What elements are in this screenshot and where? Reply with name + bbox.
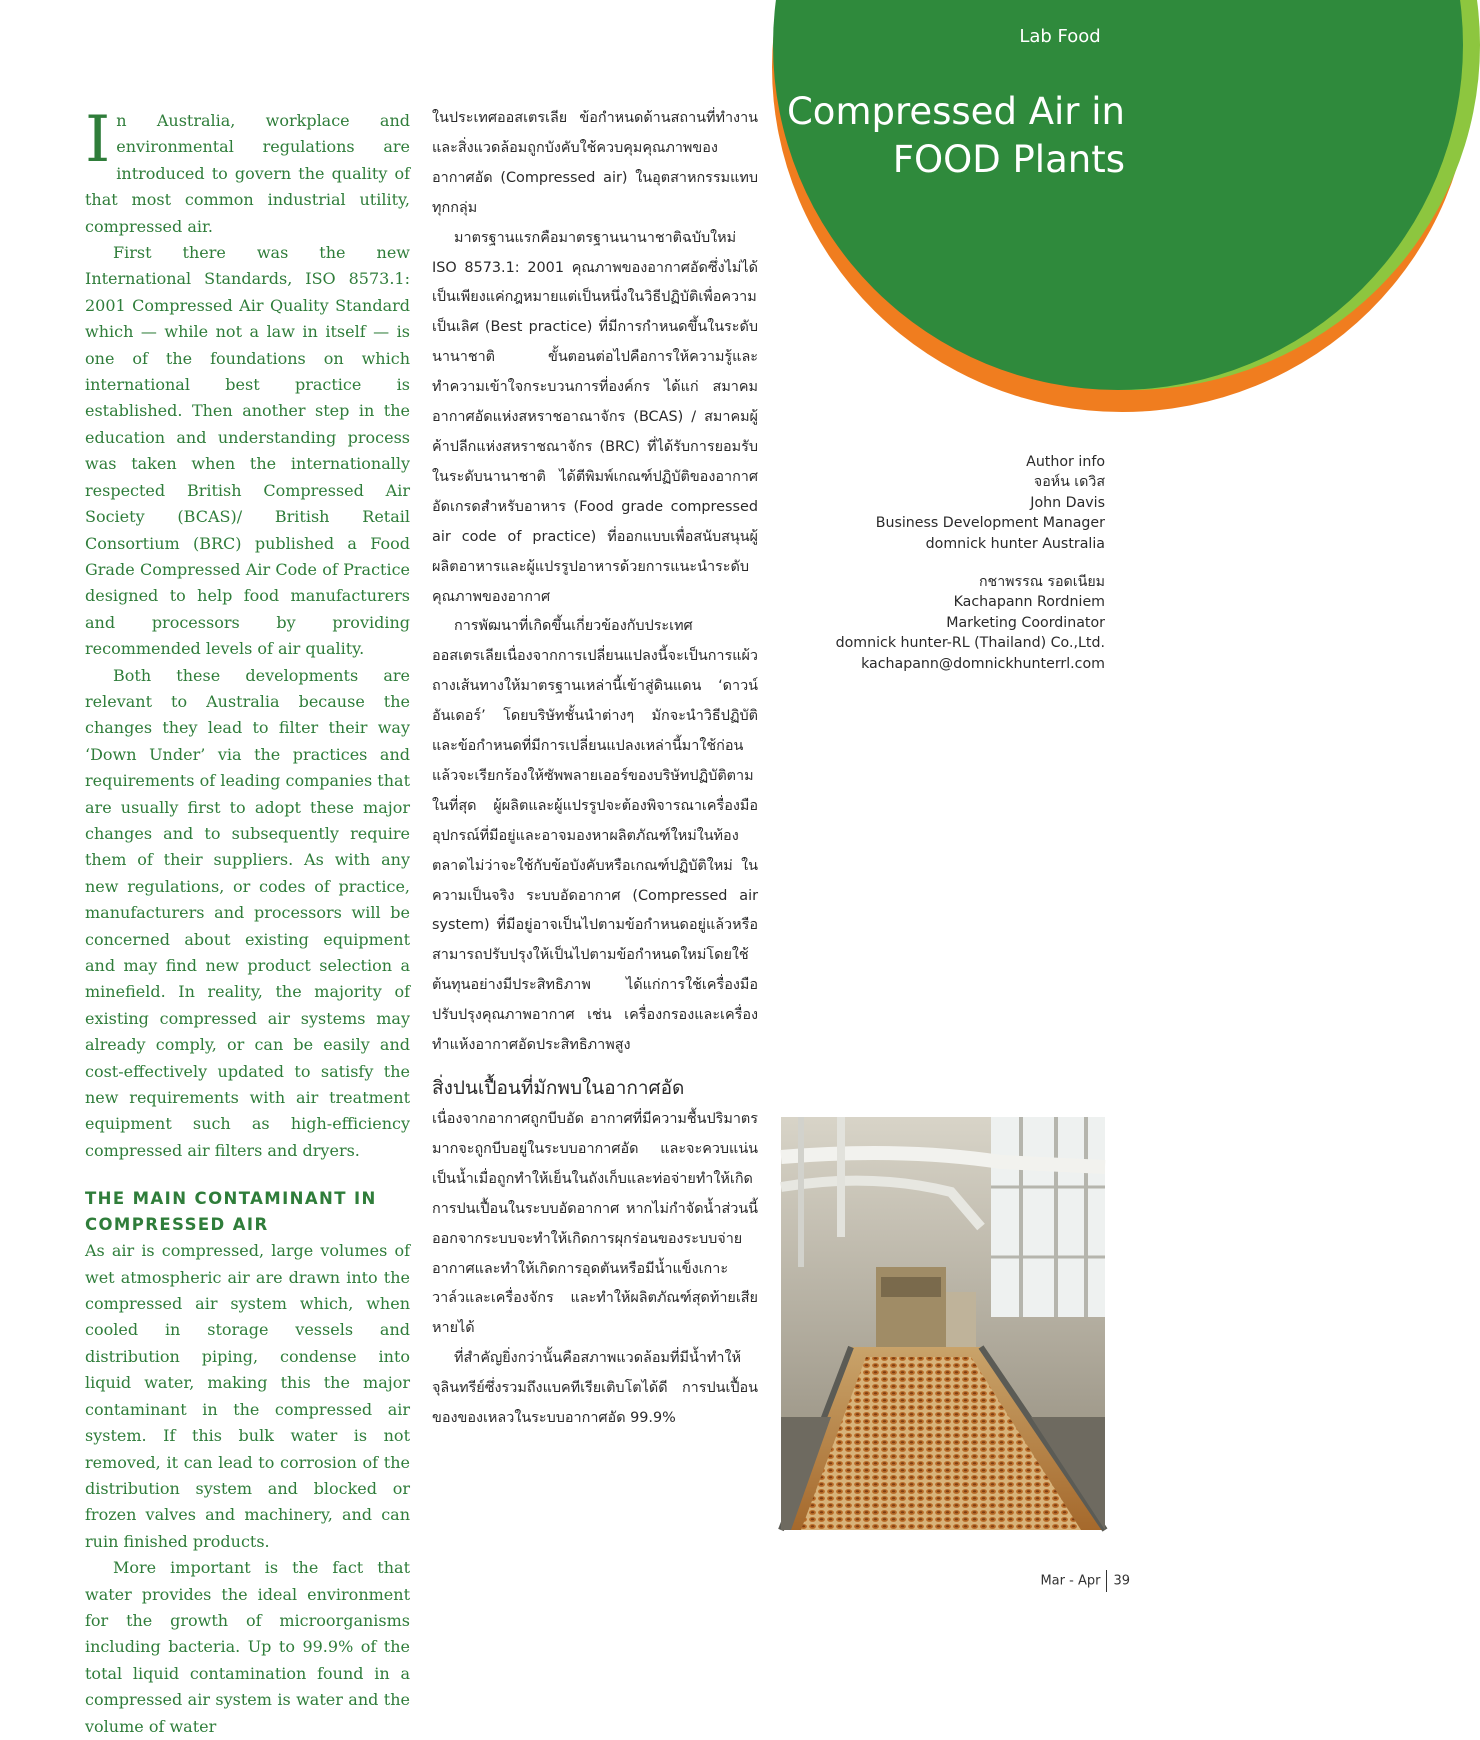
header-circle [773,0,1463,390]
author-1-name: John Davis [1030,494,1105,511]
author-2-name: Kachapann Rordniem [953,594,1105,611]
paragraph-en-3: Both these developments are relevant to Australia because the changes they lead to filter their way ‘Down Under’ via the practices and requirements of leading companies that are usually first to adopt these major changes and to subsequently require them of their suppliers. As with any new regulations, or codes of practice, manufacturers and processors will be concerned about existing equipment and may find new product selection a minefield. In reality, the majority of existing compressed air systems may already comply, or can be easily and cost-effectively updated to satisfy the new requirements with air treatment equipment such as high-efficiency compressed air filters and dryers. [85,665,410,1160]
article-column-thai [432,104,758,1434]
section-heading-en: THE MAIN CONTAMINANT IN COMPRESSED AIR [85,1189,377,1235]
author-1-role: Business Development Manager [875,515,1105,532]
paragraph-th-1: ในประเทศออสเตรเลีย ข้อกำหนดด้านสถานที่ทำงานและสิ่งแวดล้อมถูกบังคับใช้ควบคุมคุณภาพของอากาศอัด (Compressed air) ในอุตสาหกรรมแทบทุกกลุ่ม [432,110,758,216]
author-1-company: domnick hunter Australia [925,535,1105,552]
paragraph-en-4: As air is compressed, large volumes of wet atmospheric air are drawn into the compressed air system which, when cooled in storage vessels and distribution piping, condense into liquid water, making this the major contaminant in the compressed air system. If this bulk water is not removed, it can lead to corrosion of the distribution system and blocked or frozen valves and machinery, and can ruin finished products. [85,1241,410,1551]
page-number: 39 [1113,1573,1130,1589]
author-info-label: Author info [1026,454,1105,470]
section-heading-th: สิ่งปนเปื้อนที่มักพบในอากาศอัด [432,1077,685,1099]
author-1-name-thai: จอห์น เดวิส [1033,474,1105,491]
author-info [790,452,1105,674]
article-column-english [85,103,410,1740]
factory-conveyor-illustration [781,1117,1105,1530]
paragraph-en-5: More important is the fact that water provides the ideal environment for the growth of microorganisms including bacteria. Up to 99.9% of the total liquid contamination found in a compressed air system is water and the volume of water [85,1558,410,1736]
author-2-name-thai: กชาพรรณ รอดเนียม [978,574,1105,591]
paragraph-en-2: First there was the new International Standards, ISO 8573.1: 2001 Compressed Air Quality Standard which — while not a law in itself — is one of the foundations on which international best practice is established. Then another step in the education and understanding process was taken when the internationally respected British Compressed Air Society (BCAS)/ British Retail Consortium (BRC) published a Food Grade Compressed Air Code of Practice designed to help food manufacturers and processors by providing recommended levels of air quality. [85,243,410,659]
article-title-line-2: FOOD Plants [892,138,1125,181]
paragraph-th-2: มาตรฐานแรกคือมาตรฐานนานาชาติฉบับใหม่ ISO 8573.1: 2001 คุณภาพของอากาศอัดซึ่งไม่ได้เป็นเพียงแค่กฎหมายแต่เป็นหนึ่งในวิธีปฏิบัติเพื่อความเป็นเลิศ (Best practice) ที่มีการกำหนดขึ้นในระดับนานาชาติ ขั้นตอนต่อไปคือการให้ความรู้และทำความเข้าใจกระบวนการที่องค์กร ได้แก่ สมาคมอากาศอัดแห่งสหราชอาณาจักร (BCAS) / สมาคมผู้ค้าปลีกแห่งสหราชณาจักร (BRC) ที่ได้รับการยอมรับในระดับนานาชาติ ได้ตีพิมพ์เกณฑ์ปฏิบัติของอากาศอัดเกรดสำหรับอาหาร (Food grade compressed air code of practice) ที่ออกแบบเพื่อสนับสนุนผู้ผลิตอาหารและผู้แปรรูปอาหารด้วยการแนะนำระดับคุณภาพของอากาศ [432,229,758,605]
issue-label: Mar - Apr [1040,1573,1101,1589]
section-tag: Lab Food [1019,26,1101,47]
factory-conveyor-photo [781,1117,1105,1530]
footer-separator [1106,1570,1107,1592]
article-title [775,88,1125,184]
article-title-line-1: Compressed Air in [786,90,1125,133]
author-2-email: kachapann@domnickhunterrl.com [861,655,1105,672]
author-spacer [790,554,1105,572]
page-footer [1010,1570,1130,1593]
paragraph-th-4: เนื่องจากอากาศถูกบีบอัด อากาศที่มีความชื้นปริมาตรมากจะถูกบีบอยู่ในระบบอากาศอัด และจะควบแน่นเป็นน้ำเมื่อถูกทำให้เย็นในถังเก็บและท่อจ่ายทำให้เกิดการปนเปื้อนในระบบอัดอากาศ หากไม่กำจัดน้ำส่วนนี้ออกจากระบบจะทำให้เกิดการผุกร่อนของระบบจ่ายอากาศและทำให้เกิดการอุดตันหรือมีน้ำแข็งเกาะวาล์วและเครื่องจักร และทำให้ผลิตภัณฑ์สุดท้ายเสียหายได้ [432,1111,758,1337]
author-2-company: domnick hunter-RL (Thailand) Co.,Ltd. [835,635,1105,652]
paragraph-en-1-text: n Australia, workplace and environmental regulations are introduced to govern the quality of that most common industrial utility, compressed air. [85,111,410,236]
paragraph-en-1 [85,103,410,240]
paragraph-th-3: การพัฒนาที่เกิดขึ้นเกี่ยวข้องกับประเทศออสเตรเลียเนื่องจากการเปลี่ยนแปลงนี้จะเป็นการแผ้วถางเส้นทางให้มาตรฐานเหล่านี้เข้าสู่ดินแดน ‘ดาวน์อันเดอร์’ โดยบริษัทชั้นนำต่างๆ มักจะนำวิธีปฏิบัติและข้อกำหนดที่มีการเปลี่ยนแปลงเหล่านี้มาใช้ก่อน แล้วจะเรียกร้องให้ซัพพลายเออร์ของบริษัทปฏิบัติตามในที่สุด ผู้ผลิตและผู้แปรรูปจะต้องพิจารณาเครื่องมืออุปกรณ์ที่มีอยู่และอาจมองหาผลิตภัณฑ์ใหม่ในท้องตลาดไม่ว่าจะใช้กับข้อบังคับหรือเกณฑ์ปฏิบัติใหม่ ในความเป็นจริง ระบบอัดอากาศ (Compressed air system) ที่มีอยู่อาจเป็นไปตามข้อกำหนดอยู่แล้วหรือสามารถปรับปรุงให้เป็นไปตามข้อกำหนดใหม่โดยใช้ต้นทุนอย่างมีประสิทธิภาพ ได้แก่การใช้เครื่องมือปรับปรุงคุณภาพอากาศ เช่น เครื่องกรองและเครื่องทำแห้งอากาศอัดประสิทธิภาพสูง [432,618,759,1054]
author-2-role: Marketing Coordinator [946,614,1105,631]
drop-cap: I [85,103,111,177]
paragraph-th-5: ที่สำคัญยิ่งกว่านั้นคือสภาพแวดล้อมที่มีน้ำทำให้จุลินทรีย์ซึ่งรวมถึงแบคทีเรียเติบโตได้ดี การปนเปื้อนของของเหลวในระบบอากาศอัด 99.9% [432,1350,758,1427]
